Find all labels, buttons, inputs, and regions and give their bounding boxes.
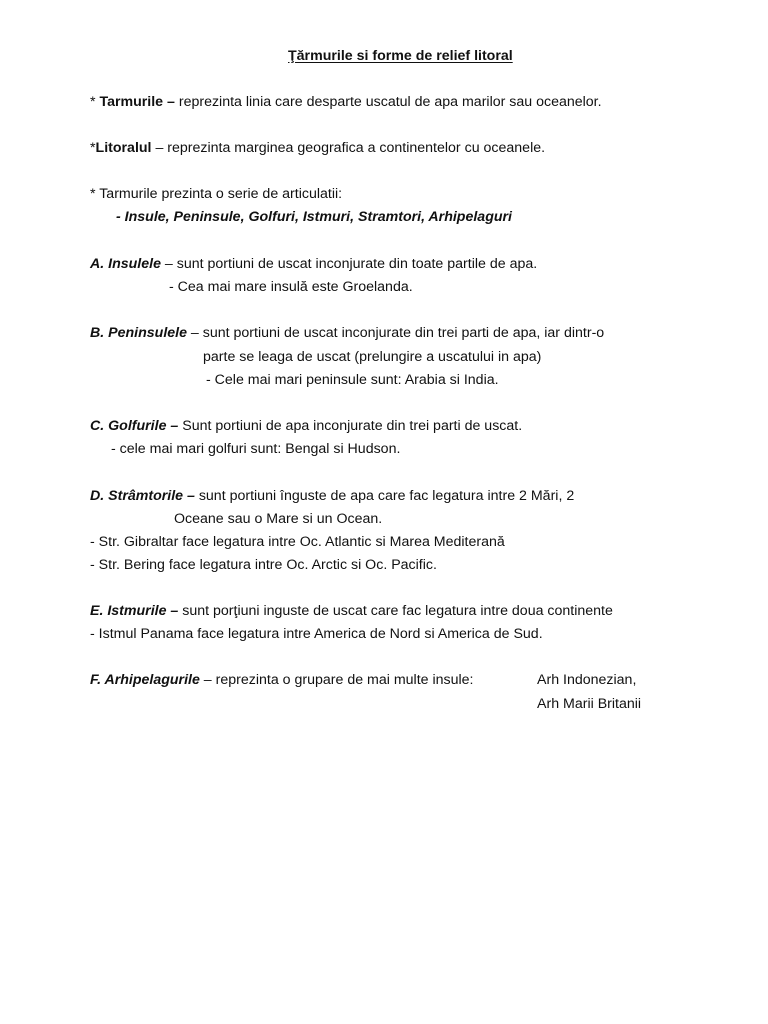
articulatii-intro: * Tarmurile prezinta o serie de articulatii: xyxy=(90,186,343,202)
term-stramtorile: D. Strâmtorile – xyxy=(90,488,195,504)
stramtorile-example-gibraltar: - Str. Gibraltar face legatura intre Oc. Atlantic si Marea Mediterană xyxy=(90,534,505,550)
definition-text: Sunt portiuni de apa inconjurate din trei parti de uscat. xyxy=(178,418,523,434)
arhipelagurile-example-britanii: Arh Marii Britanii xyxy=(537,696,642,712)
term-litoralul: Litoralul xyxy=(95,140,152,156)
peninsulele-continuation: parte se leaga de uscat (prelungire a uscatului in apa) xyxy=(203,349,542,365)
bullet: * xyxy=(90,94,100,110)
stramtorile-example-bering: - Str. Bering face legatura intre Oc. Arctic si Oc. Pacific. xyxy=(90,557,437,573)
arhipelagurile-example-indonezian: Arh Indonezian, xyxy=(537,672,637,688)
bullet: * xyxy=(90,140,96,156)
section-golfurile xyxy=(90,417,522,435)
document-title: Ţărmurile si forme de relief litoral xyxy=(288,48,513,64)
definition-text: sunt portiuni înguste de apa care fac legatura intre 2 Mări, 2 xyxy=(194,488,575,504)
definition-text: – sunt portiuni de uscat inconjurate din trei parti de apa, iar dintr-o xyxy=(186,325,605,341)
section-istmurile xyxy=(90,602,613,620)
articulatii-list: - Insule, Peninsule, Golfuri, Istmuri, Stramtori, Arhipelaguri xyxy=(116,209,512,225)
definition-litoralul xyxy=(90,139,545,157)
section-peninsulele xyxy=(90,324,604,342)
golfurile-note: - cele mai mari golfuri sunt: Bengal si Hudson. xyxy=(111,441,401,457)
stramtorile-continuation: Oceane sau o Mare si un Ocean. xyxy=(174,511,383,527)
term-golfurile: C. Golfurile – xyxy=(90,418,179,434)
definition-text: – reprezinta o grupare de mai multe insule: xyxy=(199,672,474,688)
term-arhipelagurile: F. Arhipelagurile xyxy=(90,672,200,688)
insulele-note: - Cea mai mare insulă este Groelanda. xyxy=(169,279,413,295)
section-insulele xyxy=(90,255,537,273)
definition-text: – sunt portiuni de uscat inconjurate din toate partile de apa. xyxy=(160,256,538,272)
section-arhipelagurile xyxy=(90,671,474,689)
definition-tarmurile xyxy=(90,93,602,111)
term-peninsulele: B. Peninsulele xyxy=(90,325,187,341)
peninsulele-note: - Cele mai mari peninsule sunt: Arabia si India. xyxy=(206,372,499,388)
istmurile-example: - Istmul Panama face legatura intre America de Nord si America de Sud. xyxy=(90,626,543,642)
term-istmurile: E. Istmurile – xyxy=(90,603,179,619)
definition-text: reprezinta linia care desparte uscatul de apa marilor sau oceanelor. xyxy=(174,94,602,110)
term-insulele: A. Insulele xyxy=(90,256,161,272)
definition-text: – reprezinta marginea geografica a continentelor cu oceanele. xyxy=(151,140,546,156)
term-tarmurile: Tarmurile – xyxy=(99,94,175,110)
section-stramtorile xyxy=(90,487,574,505)
definition-text: sunt porţiuni inguste de uscat care fac legatura intre doua continente xyxy=(178,603,613,619)
